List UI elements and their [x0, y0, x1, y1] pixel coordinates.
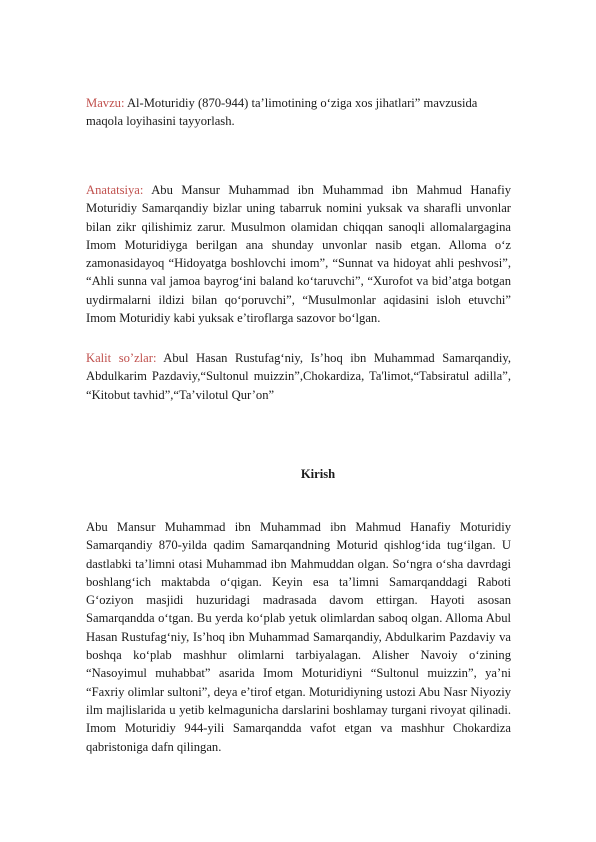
- annotation-paragraph: [86, 181, 511, 327]
- keywords-paragraph: [86, 349, 511, 404]
- intro-body-paragraph: Abu Mansur Muhammad ibn Muhammad ibn Mahmud Hanafiy Moturidiy Samarqandiy 870-yilda qadim Samarqandning Moturid qishlog‘ida tug‘ilgan. U dastlabki ta’limni otasi Muhammad ibn Mahmuddan olgan. So‘ngra o‘sha davrdagi boshlang‘ich maktabda o‘qigan. Keyin esa ta’limni Samarqanddagi Raboti G‘oziyon masjidi huzuridagi madrasada davom ettirgan. Hayoti asosan Samarqandda o‘tgan. Bu yerda ko‘plab yetuk olimlardan saboq olgan. Alloma Abul Hasan Rustufag‘niy, Is’hoq ibn Muhammad Samarqandiy, Abdulkarim Pazdaviy va boshqa ko‘plab mashhur olimlarni tarbiyalagan. Alisher Navoiy o‘zining “Nasoyimul muhabbat” asarida Imom Moturidiyni “Sultonul muizzin”, ya’ni “Faxriy olimlar sultoni”, deya e’tirof etgan. Moturidiyning ustozi Abu Nasr Niyoziy ilm majlislarida u yetib kelmagunicha darslarini boshlamay turgani rivoyat qilinadi. Imom Moturidiy 944-yili Samarqandda vafot etgan va mashhur Chokardiza qabristoniga dafn qilingan.: [86, 520, 511, 754]
- intro-heading: Kirish: [300, 467, 336, 481]
- annotation-text: Abu Mansur Muhammad ibn Muhammad ibn Mahmud Hanafiy Moturidiy Samarqandiy bizlar uning tabarruk nomini yuksak va sharafli unvonlar bilan zikr qilishimiz zarur. Musulmon olamidan chiqqan sanoqli allomalargagina Imom Moturidiyga berilgan ana shunday unvonlar nasib etgan. Alloma o‘z zamonasidayoq “Hidoyatga boshlovchi imom”, “Sunnat va hidoyat ahli peshvosi”, “Ahli sunna val jamoa bayrog‘ini baland ko‘taruvchi”, “Xurofot va bid’atga botgan uydirmalarni ildizi bilan qo‘poruvchi”, “Musulmonlar aqidasini isloh etuvchi” Imom Moturidiy kabi yuksak e’tiroflarga sazovor bo‘lgan.: [86, 183, 511, 326]
- topic-paragraph: [86, 94, 511, 131]
- annotation-label: Anatatsiya:: [86, 183, 144, 197]
- topic-label: Mavzu:: [86, 96, 125, 110]
- topic-text: Al-Moturidiy (870-944) ta’limotining o‘ziga xos jihatlari” mavzusida maqola loyihasini tayyorlash.: [86, 96, 478, 129]
- keywords-label: Kalit so’zlar:: [86, 351, 157, 365]
- keywords-text: Abul Hasan Rustufag‘niy, Is’hoq ibn Muhammad Samarqandiy, Abdulkarim Pazdaviy,“Sultonul muizzin”,Chokardiza, Ta'limot,“Tabsiratul adilla”, “Kitobut tavhid”,“Ta’vilotul Qur’on”: [86, 351, 512, 402]
